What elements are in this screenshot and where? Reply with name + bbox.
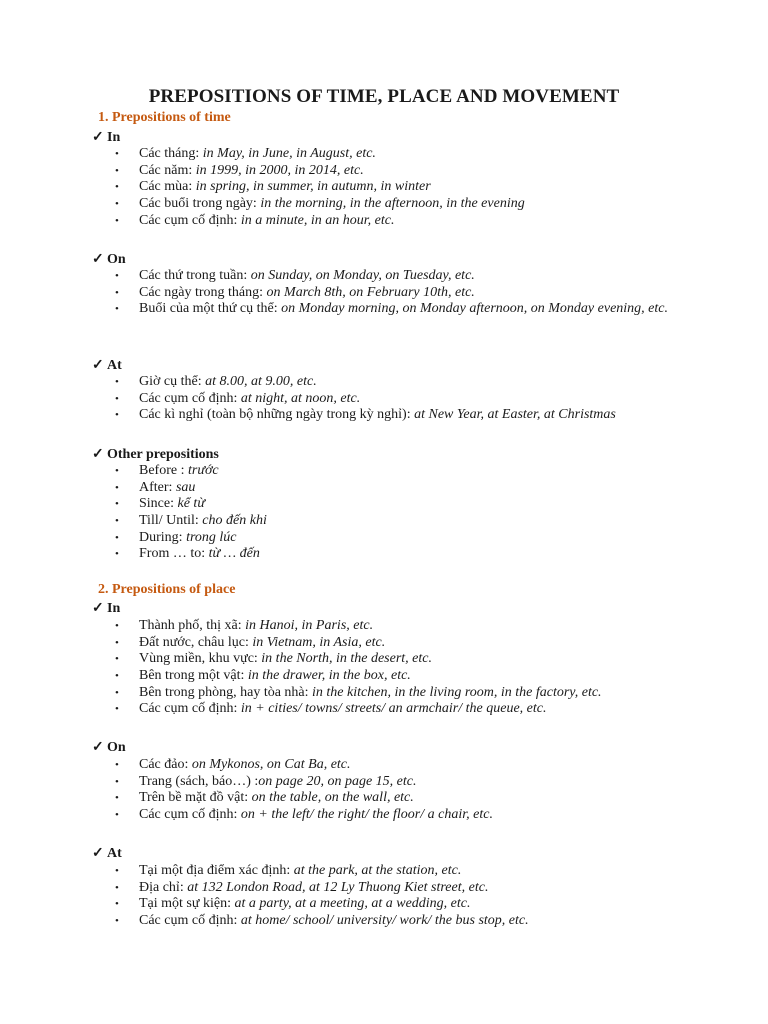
list-item: • After: sau [115, 479, 196, 495]
list-item: • Địa chỉ: at 132 London Road, at 12 Ly Thuong Kiet street, etc. [115, 879, 489, 895]
subheading-other-prepositions: ✓ Other prepositions [92, 447, 219, 462]
bullet-icon: • [115, 915, 119, 928]
bullet-icon: • [115, 164, 119, 177]
bullet-icon: • [115, 465, 119, 477]
bullet-icon: • [115, 865, 119, 877]
bullet-icon: • [115, 498, 119, 511]
list-item: • Trên bề mặt đồ vật: on the table, on the wall, etc. [115, 790, 414, 806]
bullet-icon: • [115, 670, 119, 683]
list-item: • Đất nước, châu lục: in Vietnam, in Asia, etc. [115, 634, 386, 650]
list-item: • Các cụm cố định: on + the left/ the right/ the floor/ a chair, etc. [115, 807, 493, 823]
check-icon: ✓ [92, 130, 104, 145]
check-icon: ✓ [92, 447, 104, 462]
bullet-icon: • [115, 214, 119, 227]
list-item: • Till/ Until: cho đến khi [115, 513, 267, 529]
list-item: • Các cụm cố định: in a minute, in an hour, etc. [115, 212, 395, 228]
subheading-place-on: ✓ On [92, 740, 126, 755]
list-item: • Các tháng: in May, in June, in August, etc. [115, 146, 376, 161]
check-icon: ✓ [92, 358, 104, 373]
list-place-at [0, 863, 768, 930]
list-item: • Thành phố, thị xã: in Hanoi, in Paris, etc. [115, 618, 374, 633]
bullet-icon: • [115, 303, 119, 316]
list-item: • Giờ cụ thể: at 8.00, at 9.00, etc. [115, 374, 317, 389]
list-item: • Buổi của một thứ cụ thể: on Monday morning, on Monday afternoon, on Monday evening, etc. [115, 301, 668, 317]
bullet-icon: • [115, 181, 119, 194]
list-item: • Các năm: in 1999, in 2000, in 2014, etc. [115, 162, 364, 178]
page-title: PREPOSITIONS OF TIME, PLACE AND MOVEMENT [148, 86, 620, 107]
list-time-on [0, 268, 768, 318]
bullet-icon: • [115, 376, 119, 388]
list-item: • Các cụm cố định: at home/ school/ university/ work/ the bus stop, etc. [115, 913, 529, 929]
list-other-prepositions [0, 463, 768, 563]
list-item: • Các cụm cố định: in + cities/ towns/ streets/ an armchair/ the queue, etc. [115, 701, 547, 717]
subheading-time-at: ✓ At [92, 358, 122, 373]
list-item: • Bên trong một vật: in the drawer, in the box, etc. [115, 668, 411, 684]
list-item: • Before : trước [115, 463, 219, 478]
bullet-icon: • [115, 653, 119, 666]
subheading-place-in: ✓ In [92, 601, 121, 616]
list-item: • Tại một sự kiện: at a party, at a meeting, at a wedding, etc. [115, 896, 471, 912]
section-heading-place: 2. Prepositions of place [98, 582, 236, 597]
list-item: • Các mùa: in spring, in summer, in autumn, in winter [115, 179, 431, 195]
list-item: • Các buổi trong ngày: in the morning, in the afternoon, in the evening [115, 196, 525, 212]
check-icon: ✓ [92, 252, 104, 267]
list-item: • During: trong lúc [115, 529, 237, 545]
bullet-icon: • [115, 531, 119, 544]
list-time-at [0, 374, 768, 424]
list-item: • Các kì nghỉ (toàn bộ những ngày trong kỳ nghỉ): at New Year, at Easter, at Christmas [115, 407, 616, 423]
subheading-time-in: ✓ In [92, 130, 121, 145]
list-item: • Các thứ trong tuần: on Sunday, on Monday, on Tuesday, etc. [115, 268, 475, 283]
list-item: • Bên trong phòng, hay tòa nhà: in the kitchen, in the living room, in the factory, etc. [115, 684, 602, 700]
bullet-icon: • [115, 481, 119, 494]
bullet-icon: • [115, 775, 119, 788]
bullet-icon: • [115, 620, 119, 632]
bullet-icon: • [115, 636, 119, 649]
check-icon: ✓ [92, 846, 104, 861]
list-item: • Since: kể từ [115, 496, 205, 512]
subheading-time-on: ✓ On [92, 252, 126, 267]
list-item: • Các cụm cố định: at night, at noon, etc. [115, 390, 361, 406]
subheading-place-at: ✓ At [92, 846, 122, 861]
check-icon: ✓ [92, 740, 104, 755]
list-place-on [0, 757, 768, 824]
list-item: • Trang (sách, báo…) :on page 20, on page 15, etc. [115, 773, 417, 789]
bullet-icon: • [115, 792, 119, 805]
list-item: • Vùng miền, khu vực: in the North, in the desert, etc. [115, 651, 432, 667]
bullet-icon: • [115, 686, 119, 699]
list-item: • Các ngày trong tháng: on March 8th, on February 10th, etc. [115, 284, 475, 300]
bullet-icon: • [115, 148, 119, 160]
bullet-icon: • [115, 409, 119, 422]
bullet-icon: • [115, 270, 119, 282]
bullet-icon: • [115, 809, 119, 822]
bullet-icon: • [115, 759, 119, 771]
bullet-icon: • [115, 515, 119, 528]
bullet-icon: • [115, 198, 119, 211]
bullet-icon: • [115, 548, 119, 561]
bullet-icon: • [115, 392, 119, 405]
list-item: • From … to: từ … đến [115, 546, 260, 562]
bullet-icon: • [115, 703, 119, 716]
section-heading-time: 1. Prepositions of time [98, 110, 231, 125]
bullet-icon: • [115, 881, 119, 894]
list-item: • Tại một địa điểm xác định: at the park, at the station, etc. [115, 863, 462, 878]
bullet-icon: • [115, 898, 119, 911]
list-place-in [0, 618, 768, 718]
bullet-icon: • [115, 286, 119, 299]
list-item: • Các đảo: on Mykonos, on Cat Ba, etc. [115, 757, 351, 772]
list-time-in [0, 146, 768, 229]
check-icon: ✓ [92, 601, 104, 616]
